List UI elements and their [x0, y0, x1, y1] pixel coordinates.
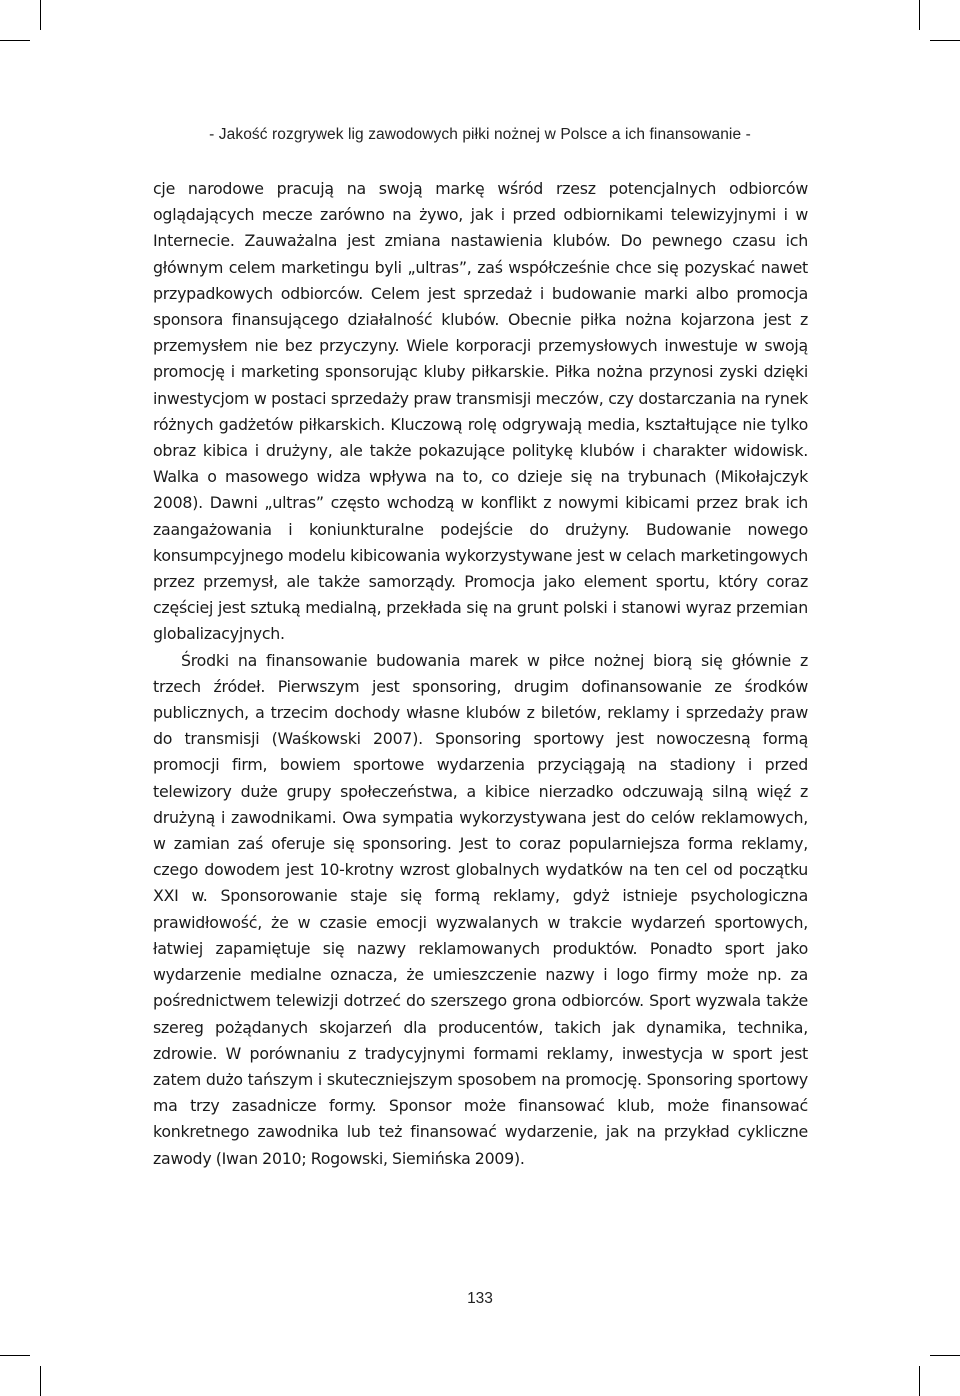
crop-mark-top-left	[40, 0, 41, 30]
paragraph-continuation: cje narodowe pracują na swoją markę wśród rzesz potencjalnych odbiorców oglądających mecze zarówno na żywo, jak i przed odbiornikami telewizyjnymi i w Internecie. Zauważalna jest zmiana nastawienia klubów. Do pewnego czasu ich głównym celem marketingu byli „ultras”, zaś współcześnie chce się pozyskać nawet przypadkowych odbiorców. Celem jest sprzedaż i budowanie marki albo promocja sponsora finansującego działalność klubów. Obecnie piłka nożna kojarzona jest z przemysłem nie bez przyczyny. Wiele korporacji przemysłowych inwestuje w swoją promocję i marketing sponsorując kluby piłkarskie. Piłka nożna przynosi zyski dzięki inwestycjom w postaci sprzedaży praw transmisji meczów, czy dostarczania na rynek różnych gadżetów piłkarskich. Kluczową rolę odgrywają media, kształtujące nie tylko obraz kibica i drużyny, ale także pokazujące politykę klubów i charakter widowisk. Walka o masowego widza wpływa na to, co dzieje się na trybunach (Mikołajczyk 2008). Dawni „ultras” często wchodzą w konflikt z nowymi kibicami przez brak ich zaangażowania i koniunkturalne podejście do drużyny. Budowanie nowego konsumpcyjnego modelu kibicowania wykorzystywane jest w celach marketingowych przez przemysł, ale także samorządy. Promocja jako element sportu, który coraz częściej jest sztuką medialną, przekłada się na grunt polski i stanowi wyraz przemian globalizacyjnych.	[153, 179, 808, 644]
crop-mark-bottom-right	[919, 1366, 920, 1396]
page-number: 133	[467, 1290, 493, 1307]
crop-mark-bottom-left	[40, 1366, 41, 1396]
crop-mark-right-top	[930, 40, 960, 41]
paragraph-funding: Środki na finansowanie budowania marek w piłce nożnej biorą się głównie z trzech źródeł. Pierwszym jest sponsoring, drugim dofinansowanie ze środków publicznych, a trzecim dochody własne klubów z biletów, reklamy i sprzedaży praw do transmisji (Waśkowski 2007). Sponsoring sportowy jest nowoczesną formą promocji firm, bowiem sportowe wydarzenia przyciągają na stadiony i przed telewizory duże grupy społeczeństwa, a kibice nierzadko odczuwają silną więź z drużyną i zawodnikami. Owa sympatia wykorzystywana jest do celów reklamowych, w zamian zaś oferuje się sponsoring. Jest to coraz popularniejsza forma reklamy, czego dowodem jest 10-krotny wzrost globalnych wydatków na ten cel od początku XXI w. Sponsorowanie staje się formą reklamy, gdyż istnieje psychologiczna prawidłowość, że w czasie emocji wyzwalanych w trakcie wydarzeń sportowych, łatwiej zapamiętuje się nazwy reklamowanych produktów. Ponadto sport jako wydarzenie medialne oznacza, że umieszczenie nazwy i logo firmy może np. za pośrednictwem telewizji dotrzeć do szerszego grona odbiorców. Sport wyzwala także szereg pożądanych skojarzeń dla producentów, takich jak dynamika, technika, zdrowie. W porównaniu z tradycyjnymi formami reklamy, inwestycja w sport jest zatem dużo tańszym i skuteczniejszym sposobem na promocję. Sponsoring sportowy ma trzy zasadnicze formy. Sponsor może finansować klub, może finansować konkretnego zawodnika lub też finansować wydarzenie, jak na przykład cykliczne zawody (Iwan 2010; Rogowski, Siemińska 2009).	[153, 650, 808, 1168]
body-text	[153, 176, 808, 1172]
crop-mark-top-right	[919, 0, 920, 30]
crop-mark-left-bottom	[0, 1355, 30, 1356]
crop-mark-left-top	[0, 40, 30, 41]
running-head: - Jakość rozgrywek lig zawodowych piłki nożnej w Polsce a ich finansowanie -	[209, 126, 751, 143]
crop-mark-right-bottom	[930, 1355, 960, 1356]
